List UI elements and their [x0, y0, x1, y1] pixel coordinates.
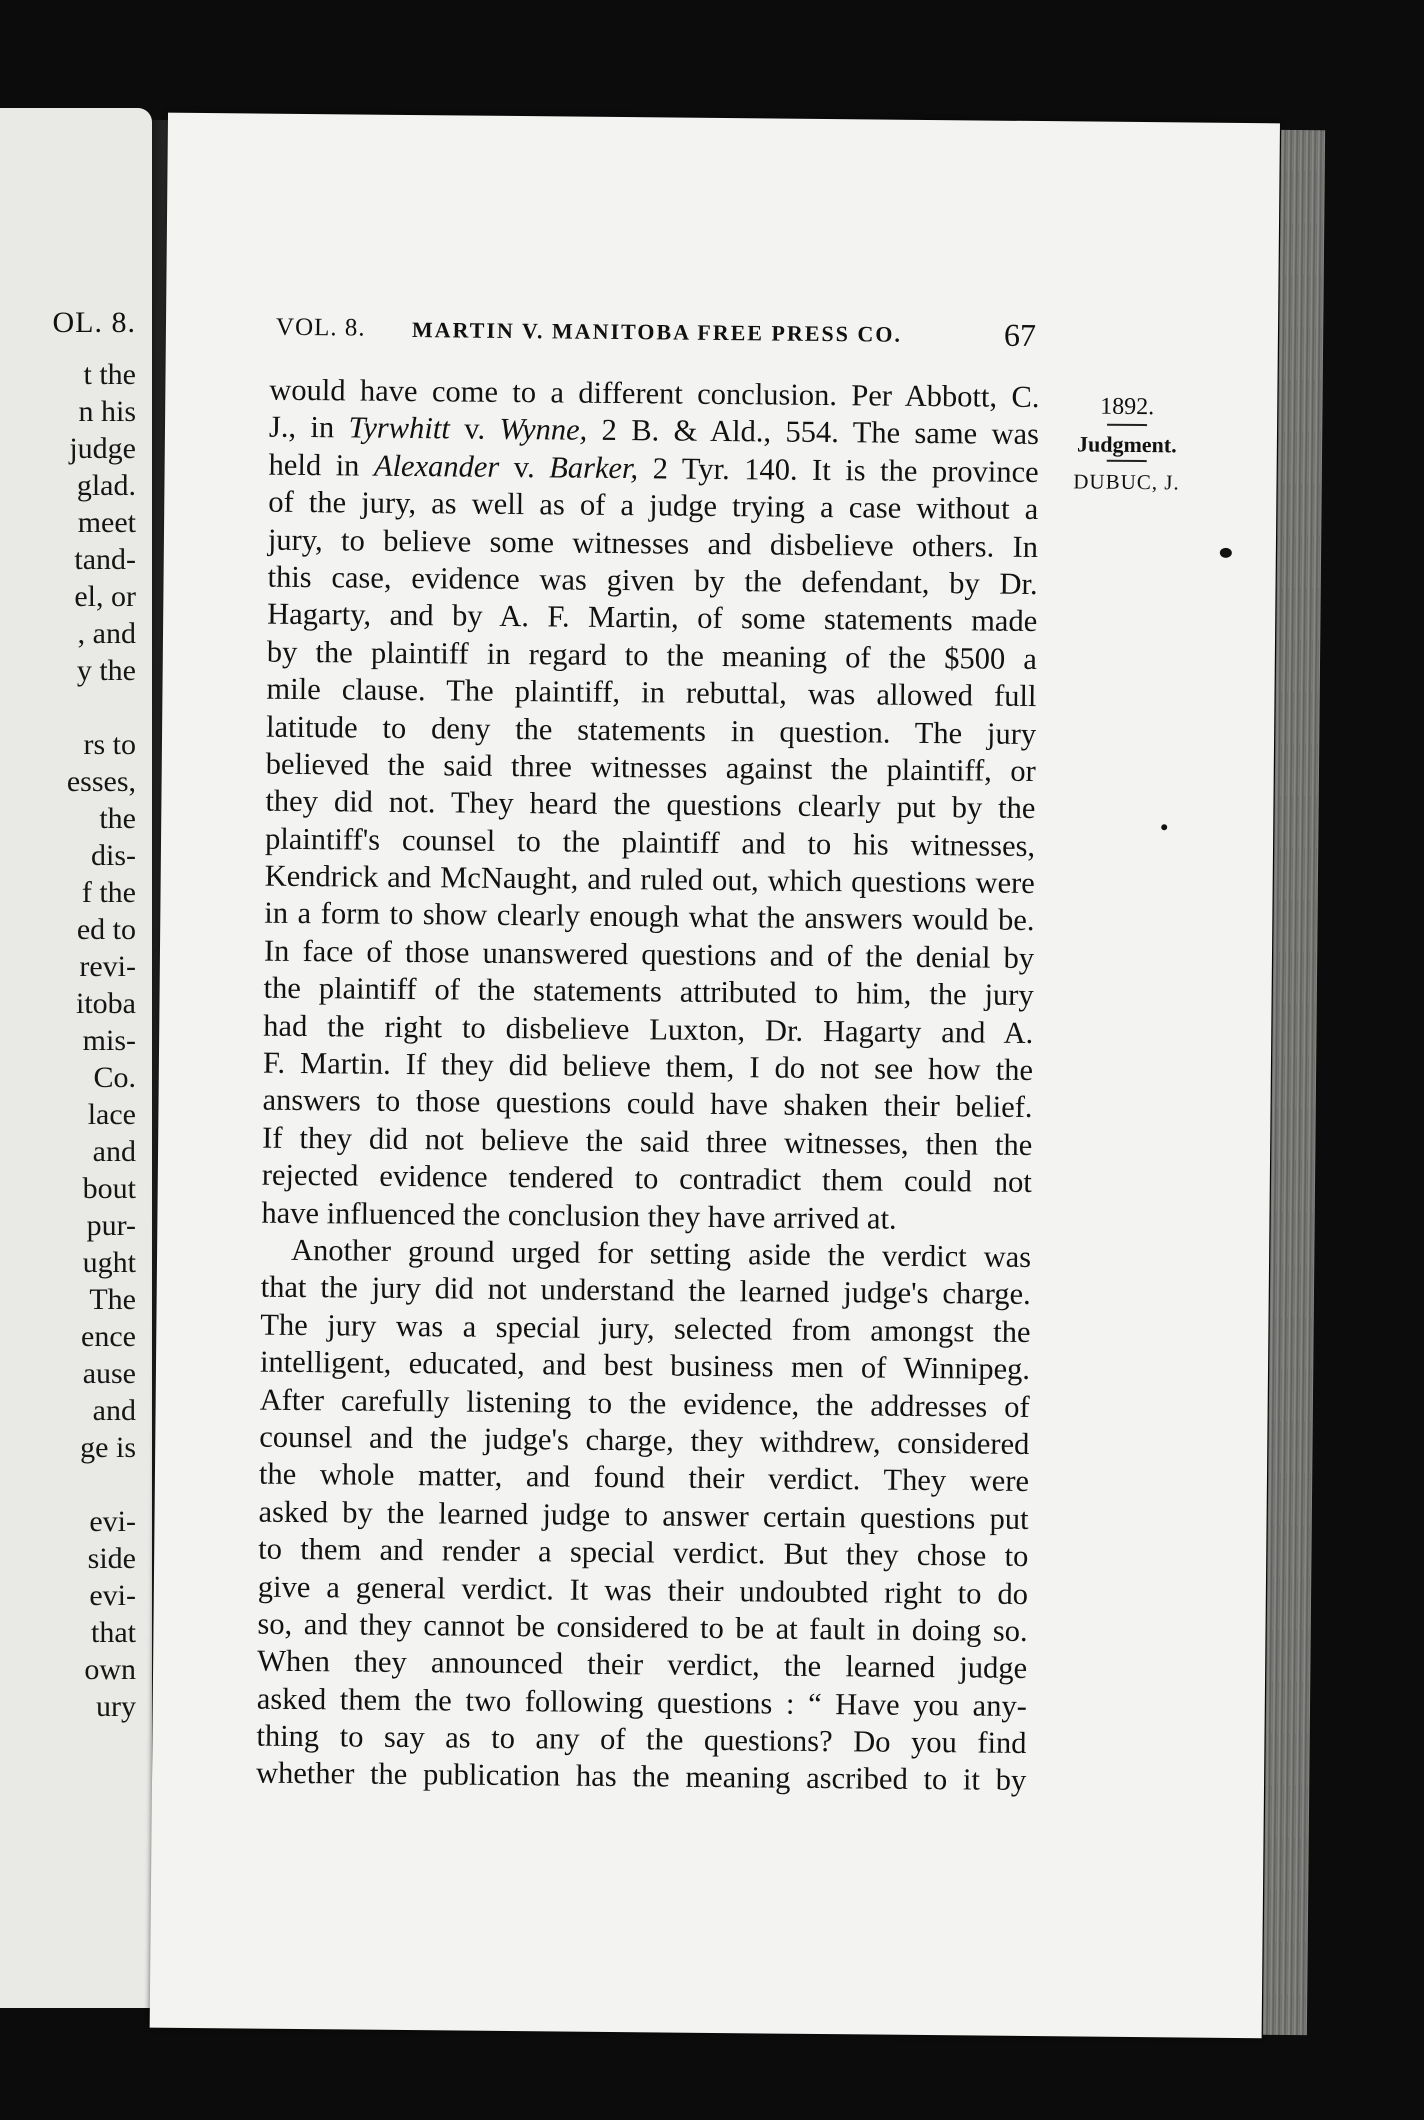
facing-page-line: lace [87, 1098, 136, 1131]
facing-page-line [67, 1466, 136, 1503]
facing-page-line: f the [81, 876, 136, 909]
running-head [276, 310, 1036, 353]
facing-page-line: ed to [76, 913, 136, 946]
facing-page-line: judge [69, 432, 136, 465]
facing-page-line: tand- [74, 543, 136, 576]
text-line: the plaintiff of the statements attributed to him, the jury [263, 970, 1034, 1013]
text-line: of the jury, as well as of a judge trying a case without a [268, 484, 1039, 527]
facing-page-line: rs to [83, 728, 136, 761]
facing-page-line: t the [83, 358, 136, 391]
facing-page-line: bout [82, 1172, 136, 1205]
facing-page-line: the [99, 802, 136, 835]
facing-page-header: OL. 8. [52, 306, 136, 339]
text-line: by the plaintiff in regard to the meaning of the $500 a [266, 634, 1038, 676]
volume-label: VOL. 8. [275, 313, 366, 342]
margin-rule [1107, 460, 1147, 462]
text-line: would have come to a different conclusion. Per Abbott, C. [269, 372, 1040, 415]
page-number: 67 [1003, 316, 1037, 354]
facing-page-line: ge is [80, 1431, 136, 1464]
facing-page [0, 108, 152, 2008]
text-line: in a form to show clearly enough what the answers would be. [264, 896, 1035, 938]
text-line: jury, to believe some witnesses and disbelieve others. In [267, 522, 1039, 564]
text-line: answers to those questions could have shaken their belief. [262, 1083, 1033, 1125]
margin-notes [1066, 389, 1187, 498]
text-line: The jury was a special jury, selected from amongst the [260, 1307, 1031, 1349]
text-line: they did not. They heard the questions clearly put by the [265, 783, 1036, 826]
facing-page-line: Co. [93, 1061, 136, 1094]
ink-speck [1161, 824, 1167, 830]
text-line: Kendrick and McNaught, and ruled out, which questions were [264, 858, 1035, 901]
facing-page-line: mis- [82, 1024, 136, 1057]
text-line: thing to say as to any of the questions? Do you find [256, 1718, 1027, 1761]
facing-page-line: ury [96, 1690, 136, 1723]
text-line: Another ground urged for setting aside the verdict was [290, 1232, 1032, 1274]
book-page [150, 113, 1280, 2039]
facing-page-line: side [87, 1542, 136, 1575]
margin-judgment-label: Judgment. [1076, 431, 1177, 458]
facing-page-line: ught [82, 1246, 136, 1279]
facing-page-line: that [91, 1616, 136, 1649]
text-line: have influenced the conclusion they have arrived at. [261, 1195, 897, 1236]
text-line: so, and they cannot be considered to be at fault in doing so. [257, 1606, 1028, 1648]
text-line: F. Martin. If they did believe them, I do not see how the [262, 1045, 1034, 1088]
facing-page-line: n his [78, 395, 136, 428]
text-line: When they announced their verdict, the learned judge [257, 1643, 1028, 1686]
text-line: After carefully listening to the evidence, the addresses of [259, 1382, 1030, 1424]
margin-judge-name: DUBUC, J. [1073, 469, 1180, 495]
text-line: give a general verdict. It was their undoubted right to do [257, 1569, 1029, 1611]
margin-year: 1892. [1100, 393, 1155, 421]
facing-page-line: meet [77, 506, 136, 539]
ink-speck [1220, 548, 1232, 558]
text-line: whether the publication has the meaning ascribed to it by [255, 1756, 1027, 1798]
facing-page-line: itoba [76, 987, 136, 1020]
text-line: intelligent, educated, and best business men of Winnipeg. [259, 1344, 1031, 1387]
facing-page-line: and [92, 1394, 136, 1427]
facing-page-line: glad. [76, 469, 136, 502]
text-line: Hagarty, and by A. F. Martin, of some statements made [267, 596, 1038, 639]
facing-page-line: y the [76, 654, 136, 687]
facing-page-line: own [84, 1653, 136, 1686]
text-line: counsel and the judge's charge, they withdrew, considered [259, 1419, 1030, 1461]
text-line: latitude to deny the statements in question. The jury [265, 709, 1037, 751]
text-line: In face of those unanswered questions and of the denial by [263, 933, 1035, 975]
case-title: MARTIN V. MANITOBA FREE PRESS CO. [411, 317, 903, 347]
text-line: believed the said three witnesses against the plaintiff, or [265, 746, 1036, 788]
facing-page-line: and [92, 1135, 136, 1168]
margin-rule [1107, 424, 1147, 426]
facing-page-line [67, 689, 136, 726]
facing-page-line: The [89, 1283, 136, 1316]
facing-page-line: ence [81, 1320, 136, 1353]
text-line: asked them the two following questions : “ Have you any- [256, 1681, 1027, 1723]
facing-page-line: evi- [89, 1505, 136, 1538]
body-text [256, 372, 1040, 1800]
facing-page-line: dis- [91, 839, 136, 872]
text-line: that the jury did not understand the learned judge's charge. [260, 1269, 1031, 1312]
facing-page-line: revi- [79, 950, 136, 983]
facing-page-line: evi- [89, 1579, 136, 1612]
facing-page-line: , and [77, 617, 136, 650]
text-line: plaintiff's counsel to the plaintiff and to his witnesses, [264, 821, 1036, 863]
text-line: to them and render a special verdict. But they chose to [258, 1531, 1029, 1574]
text-line: the whole matter, and found their verdict. They were [258, 1456, 1030, 1499]
facing-page-line: el, or [74, 580, 136, 613]
facing-page-line: esses, [66, 765, 136, 798]
text-line: this case, evidence was given by the defendant, by Dr. [267, 559, 1038, 601]
text-line: held in Alexander v. Barker, 2 Tyr. 140. It is the province [268, 447, 1039, 489]
facing-page-line: ause [82, 1357, 136, 1390]
text-line: J., in Tyrwhitt v. Wynne, 2 B. & Ald., 554. The same was [268, 410, 1040, 452]
text-line: mile clause. The plaintiff, in rebuttal, was allowed full [266, 671, 1037, 714]
text-line: rejected evidence tendered to contradict them could not [261, 1157, 1032, 1200]
text-line: had the right to disbelieve Luxton, Dr. Hagarty and A. [263, 1008, 1034, 1050]
text-line: asked by the learned judge to answer certain questions put [258, 1494, 1029, 1536]
facing-page-line: pur- [86, 1209, 136, 1242]
facing-page-text [67, 356, 136, 1725]
text-line: If they did not believe the said three witnesses, then the [262, 1120, 1033, 1162]
